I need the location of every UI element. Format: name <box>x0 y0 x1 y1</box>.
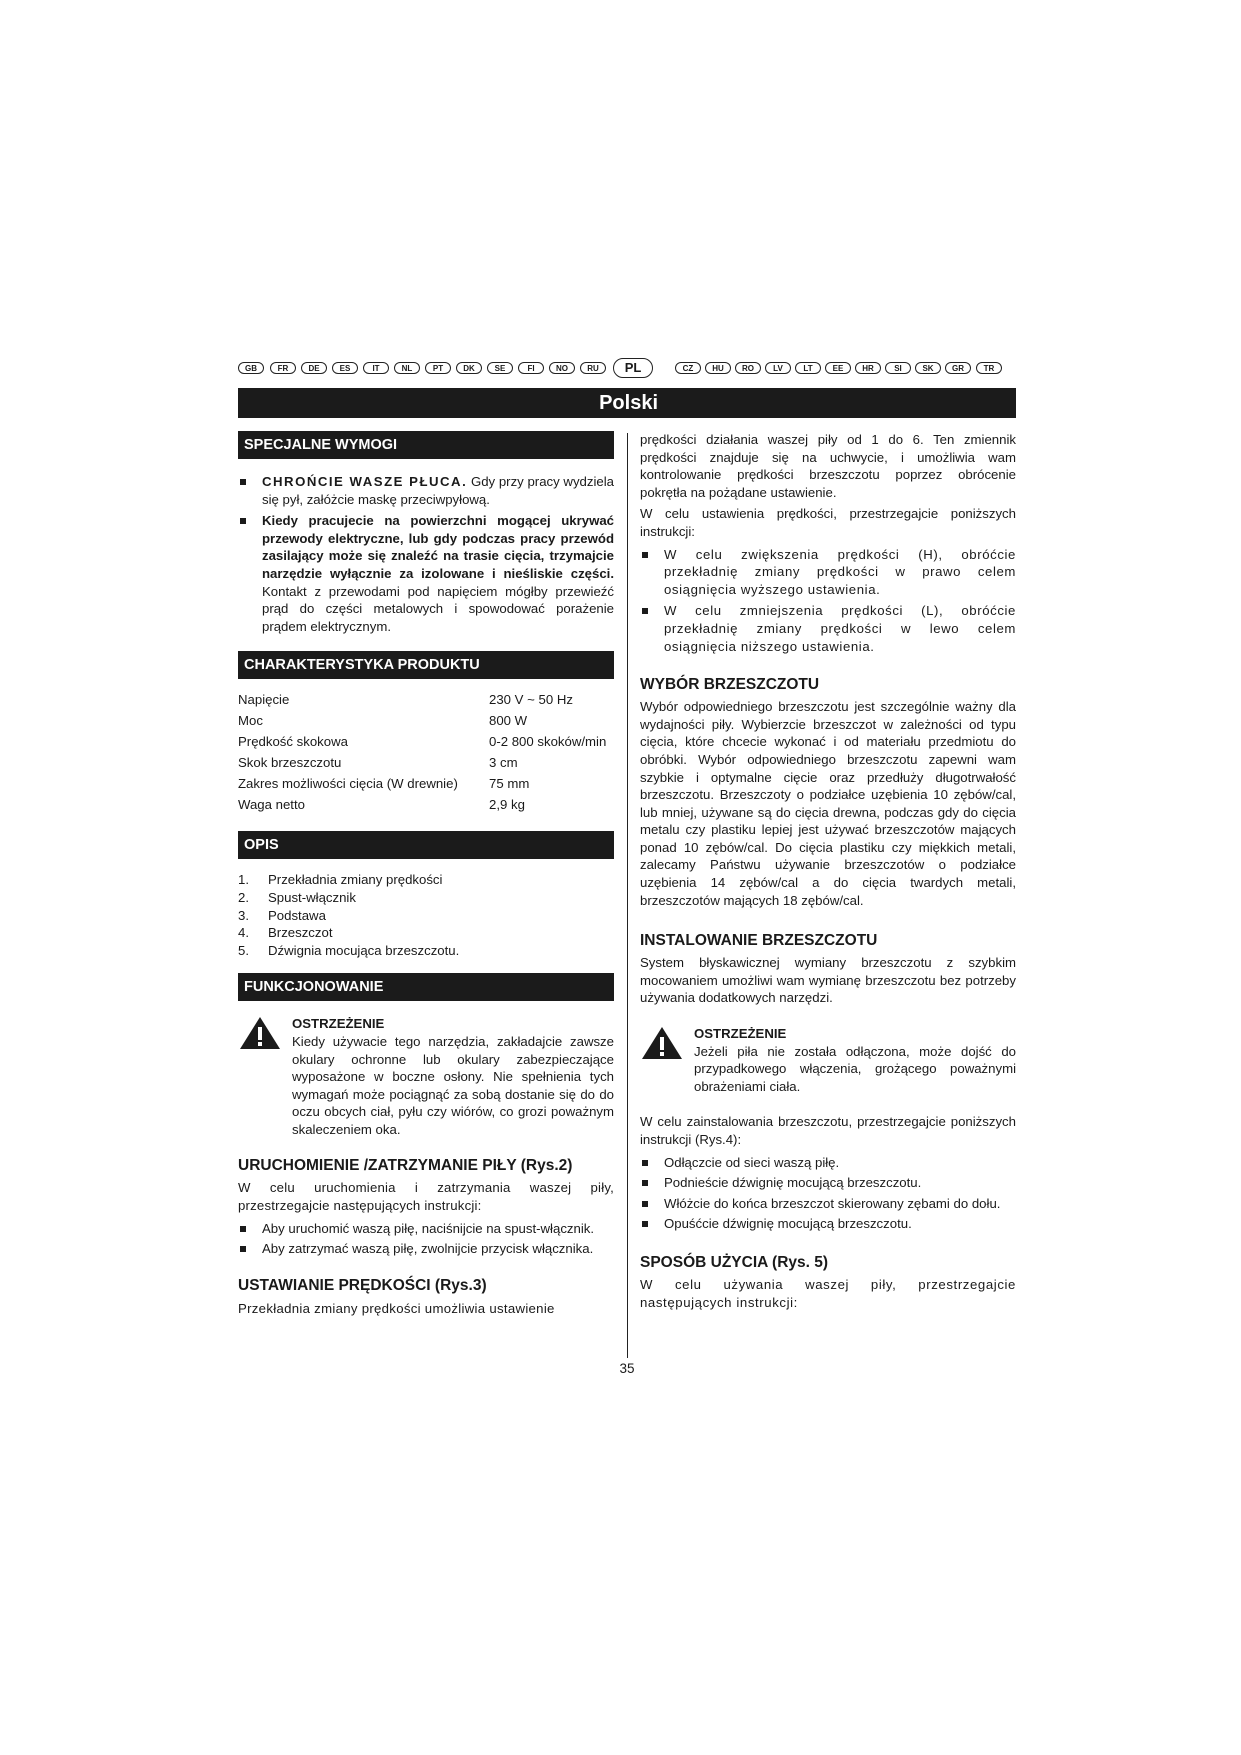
item-number: 4. <box>238 925 249 941</box>
warning-box <box>238 1015 614 1138</box>
paragraph: W celu uruchomienia i zatrzymania waszej piły, przestrzegajcie następujących instrukcji: <box>238 1180 614 1214</box>
paragraph: W celu używania waszej piły, przestrzegajcie następujących instrukcji: <box>640 1276 1016 1310</box>
list-item: Podnieście dźwignię mocującą brzeszczotu. <box>640 1174 1016 1192</box>
paragraph: prędkości działania waszej piły od 1 do 6. Ten zmiennik prędkości znajduje się na uchwycie, i umożliwia wam kontrolowanie prędkości brzeszczotu poprzez obrócenie pokrętła na pożądane ustawienie. <box>640 432 1016 500</box>
item-number: 5. <box>238 942 249 958</box>
spec-key: Moc <box>238 713 263 729</box>
list-item <box>238 871 614 889</box>
lang-badge[interactable]: NL <box>394 362 420 374</box>
lang-badge[interactable]: FR <box>270 362 296 374</box>
paragraph: W celu zainstalowania brzeszczotu, przestrzegajcie poniższych instrukcji (Rys.4): <box>640 1114 1016 1147</box>
warning-title: OSTRZEŻENIE <box>694 1026 787 1042</box>
column-divider <box>627 433 628 1358</box>
warning-text: Jeżeli piła nie została odłączona, może dojść do przypadkowego włączenia, grożącego poważnymi obrażeniami ciała. <box>694 1043 1016 1094</box>
item-number: 1. <box>238 872 249 888</box>
spec-value: 2,9 kg <box>489 797 525 813</box>
lang-badge[interactable]: DK <box>456 362 482 374</box>
section-heading: FUNKCJONOWANIE <box>238 973 614 1001</box>
item-bold: CHROŃCIE WASZE PŁUCA. <box>262 474 468 489</box>
lang-badge[interactable]: LT <box>795 362 821 374</box>
list-item <box>238 512 614 635</box>
section-heading: SPOSÓB UŻYCIA (Rys. 5) <box>640 1253 829 1271</box>
warning-box <box>640 1025 1016 1095</box>
list-item <box>238 889 614 907</box>
list-item <box>238 473 614 508</box>
lang-badge[interactable]: ES <box>332 362 358 374</box>
list-item <box>238 942 614 960</box>
lang-badge[interactable]: GB <box>238 362 264 374</box>
table-row <box>238 731 614 752</box>
language-strip <box>238 358 1016 378</box>
speed-list <box>640 546 1016 656</box>
spec-key: Skok brzeszczotu <box>238 755 342 771</box>
paragraph: W celu ustawienia prędkości, przestrzegajcie poniższych instrukcji: <box>640 506 1016 539</box>
table-row <box>238 710 614 731</box>
warning-content <box>694 1025 1016 1095</box>
spec-key: Prędkość skokowa <box>238 734 348 750</box>
table-row <box>238 794 614 815</box>
lang-badge[interactable]: FI <box>518 362 544 374</box>
lang-badge[interactable]: CZ <box>675 362 701 374</box>
start-stop-list <box>238 1220 614 1258</box>
list-item: W celu zwiększenia prędkości (H), obróćcie przekładnię zmiany prędkości w prawo celem osiągnięcia wyższego ustawienia. <box>640 546 1016 599</box>
page-title: Polski <box>238 388 1016 418</box>
parts-list <box>238 871 614 959</box>
lang-badge[interactable]: NO <box>549 362 575 374</box>
lang-badge[interactable]: DE <box>301 362 327 374</box>
spec-key: Zakres możliwości cięcia (W drewnie) <box>238 776 458 792</box>
lang-badge[interactable]: GR <box>945 362 971 374</box>
item-text: Przekładnia zmiany prędkości <box>268 872 443 888</box>
spec-value: 230 V ~ 50 Hz <box>489 692 573 708</box>
spec-value: 800 W <box>489 713 528 729</box>
table-row <box>238 689 614 710</box>
lang-badge-active[interactable]: PL <box>613 358 653 378</box>
item-text: Podstawa <box>268 907 326 923</box>
left-column <box>238 431 614 1317</box>
spec-value: 0-2 800 skoków/min <box>489 734 607 750</box>
spec-key: Napięcie <box>238 692 290 708</box>
lang-badge[interactable]: HR <box>855 362 881 374</box>
lang-badge[interactable]: RU <box>580 362 606 374</box>
right-column <box>640 431 1016 1311</box>
lang-badge[interactable]: LV <box>765 362 791 374</box>
section-heading: WYBÓR BRZESZCZOTU <box>640 676 820 694</box>
lang-badge[interactable]: RO <box>735 362 761 374</box>
warning-icon <box>238 1015 292 1138</box>
page-number: 35 <box>619 1361 635 1376</box>
item-text: Dźwignia mocująca brzeszczotu. <box>268 942 460 958</box>
lang-badge[interactable]: SE <box>487 362 513 374</box>
list-item: Aby uruchomić waszą piłę, naciśnijcie na spust-włącznik. <box>238 1220 614 1238</box>
item-text: Spust-włącznik <box>268 889 356 905</box>
spec-key: Waga netto <box>238 797 305 813</box>
warning-icon <box>640 1025 694 1095</box>
section-heading: CHARAKTERYSTYKA PRODUKTU <box>238 651 614 679</box>
lang-badge[interactable]: HU <box>705 362 731 374</box>
item-text: Gdy przy pracy wydziela się pył, załóżcie maskę przeciwpyłową. <box>262 474 614 507</box>
section-heading: USTAWIANIE PRĘDKOŚCI (Rys.3) <box>238 1276 487 1294</box>
install-steps-list <box>640 1154 1016 1233</box>
list-item: Opuśćcie dźwignię mocującą brzeszczotu. <box>640 1215 1016 1233</box>
section-heading: URUCHOMIENIE /ZATRZYMANIE PIŁY (Rys.2) <box>238 1157 573 1175</box>
item-text: Kontakt z przewodami pod napięciem mógłby przewieźć prąd do części metalowych i spowodować porażenie prądem elektrycznym. <box>262 583 614 634</box>
lang-badge[interactable]: SI <box>885 362 911 374</box>
item-number: 3. <box>238 907 249 923</box>
warning-title: OSTRZEŻENIE <box>292 1016 385 1032</box>
lang-badge[interactable]: IT <box>363 362 389 374</box>
list-item: Włóżcie do końca brzeszczot skierowany zębami do dołu. <box>640 1195 1016 1213</box>
table-row <box>238 752 614 773</box>
spec-value: 75 mm <box>489 776 530 792</box>
warning-text: Kiedy używacie tego narzędzia, zakładajcie zawsze okulary ochronne lub okulary zabezpieczające wyposażone w boczne osłony. Nie spełnienia tych wymagań może pociągnąć za sobą dostanie się do do oczu obcych ciał, pyłu czy wiórów, co grozi poważnym skaleczeniem oka. <box>292 1033 614 1137</box>
list-item: Odłączcie od sieci waszą piłę. <box>640 1154 1016 1172</box>
item-bold: Kiedy pracujecie na powierzchni mogącej ukrywać przewody elektryczne, lub gdy podczas pracy przewód zasilający może się znaleźć na trasie cięcia, trzymajcie narzędzie wyłącznie za izolowane i nieśliskie części. <box>262 513 614 581</box>
warning-content <box>292 1015 614 1138</box>
paragraph: Przekładnia zmiany prędkości umożliwia ustawienie <box>238 1300 555 1316</box>
spec-value: 3 cm <box>489 755 518 771</box>
section-heading: OPIS <box>238 831 614 859</box>
section-heading: INSTALOWANIE BRZESZCZOTU <box>640 932 878 950</box>
spec-table <box>238 689 614 815</box>
list-item <box>238 907 614 925</box>
special-requirements-list <box>238 473 614 635</box>
section-heading: SPECJALNE WYMOGI <box>238 431 614 459</box>
lang-badge[interactable]: SK <box>915 362 941 374</box>
item-number: 2. <box>238 889 249 905</box>
item-text: Brzeszczot <box>268 925 333 941</box>
list-item <box>238 924 614 942</box>
table-row <box>238 773 614 794</box>
lang-badge[interactable]: EE <box>825 362 851 374</box>
list-item: Aby zatrzymać waszą piłę, zwolnijcie przycisk włącznika. <box>238 1240 614 1258</box>
list-item: W celu zmniejszenia prędkości (L), obróćcie przekładnię zmiany prędkości w lewo celem osiągnięcia niższego ustawienia. <box>640 602 1016 655</box>
paragraph: System błyskawicznej wymiany brzeszczotu z szybkim mocowaniem umożliwi wam wymianę brzeszczotu bez potrzeby używania dodatkowych narzędzi. <box>640 955 1016 1006</box>
lang-badge[interactable]: PT <box>425 362 451 374</box>
paragraph: Wybór odpowiedniego brzeszczotu jest szczególnie ważny dla wydajności piły. Wybierzcie brzeszczot w zależności od typu cięcia, które chcecie wykonać i od materiału przedmiotu do obróbki. Wybór odpowiedniego brzeszczotu zapewni wam szybkie i optymalne cięcie oraz przedłuży długotrwałość brzeszczotu. Brzeszczoty o podziałce uzębienia 10 zębów/cal, lub mniej, używane są do cięcia drewna, podczas gdy do cięcia metalu czy plastiku lepiej jest używać brzeszczotów mających ponad 10 zębów/cal. Do cięcia plastiku czy miękkich metali, zalecamy Państwu używanie brzeszczotów o podziałce uzębienia 14 zębów/cal a do cięcia twardych metali, brzeszczotów mających 18 zębów/cal. <box>640 699 1016 908</box>
lang-badge[interactable]: TR <box>976 362 1002 374</box>
